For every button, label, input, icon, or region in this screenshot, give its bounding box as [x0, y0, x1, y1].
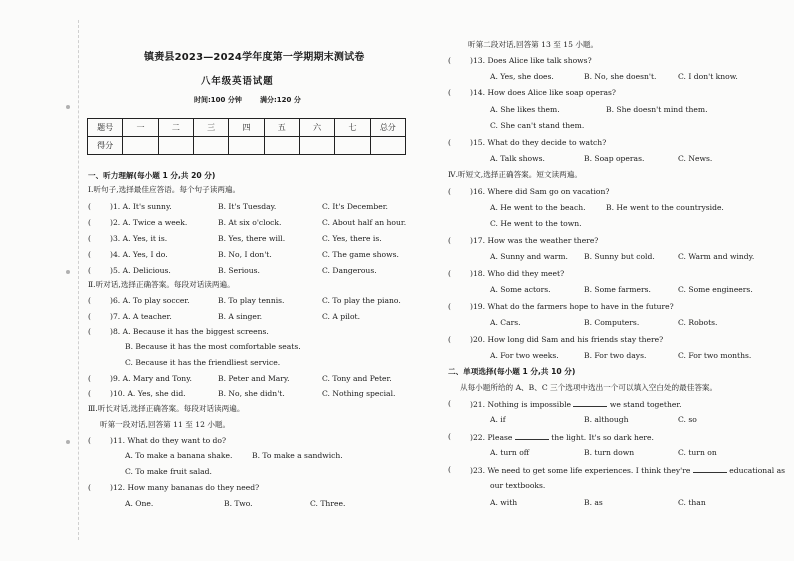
score-cell: 四 — [229, 119, 264, 137]
question-stem: )6. A. To play soccer. — [110, 296, 190, 305]
fill-blank[interactable] — [693, 466, 727, 473]
option-b: B. No, I don't. — [218, 250, 272, 259]
question-stem: )5. A. Delicious. — [110, 266, 171, 275]
answer-paren[interactable]: ( — [88, 327, 91, 336]
question-stem: )9. A. Mary and Tony. — [110, 374, 192, 383]
binding-hole — [66, 440, 70, 444]
answer-paren[interactable]: ( — [448, 432, 451, 441]
option-b: B. as — [584, 498, 603, 507]
score-input-cell[interactable] — [193, 137, 228, 155]
option-b: B. Serious. — [218, 266, 260, 275]
option-a: A. Talk shows. — [490, 154, 545, 163]
answer-paren[interactable]: ( — [448, 236, 451, 245]
option-c: C. A pilot. — [322, 312, 361, 321]
dialog-intro: 听第一段对话,回答第 11 至 12 小题。 — [100, 420, 231, 429]
option-a: A. if — [490, 415, 506, 424]
option-b: B. although — [584, 415, 629, 424]
score-table — [87, 118, 406, 155]
question-text: we stand together. — [609, 400, 682, 409]
answer-paren[interactable]: ( — [448, 88, 451, 97]
option-b: B. Soap operas. — [584, 154, 645, 163]
score-cell: 二 — [158, 119, 193, 137]
option-c: C. To play the piano. — [322, 296, 401, 305]
score-input-cell[interactable] — [264, 137, 299, 155]
option-b: B. For two days. — [584, 351, 647, 360]
question-stem: )4. A. Yes, I do. — [110, 250, 168, 259]
question-stem: )10. A. Yes, she did. — [110, 389, 186, 398]
option-a: A. To make a banana shake. — [125, 451, 233, 460]
option-c: C. than — [678, 498, 706, 507]
question-text: the light. It's so dark here. — [551, 433, 654, 442]
question-stem: )17. How was the weather there? — [470, 236, 599, 245]
option-c: C. Three. — [310, 499, 346, 508]
option-b: B. He went to the countryside. — [606, 203, 724, 212]
score-input-cell[interactable] — [370, 137, 405, 155]
option-c: C. Dangerous. — [322, 266, 377, 275]
option-b: B. A singer. — [218, 312, 263, 321]
option-c: C. Some engineers. — [678, 285, 753, 294]
question-stem: )7. A. A teacher. — [110, 312, 172, 321]
question-stem: )20. How long did Sam and his friends stay there? — [470, 335, 664, 344]
answer-paren[interactable]: ( — [448, 465, 451, 474]
question-stem: )11. What do they want to do? — [110, 436, 227, 445]
answer-paren[interactable]: ( — [448, 56, 451, 65]
option-c: C. Robots. — [678, 318, 718, 327]
question-stem: )16. Where did Sam go on vacation? — [470, 187, 610, 196]
option-c: C. He went to the town. — [490, 219, 582, 228]
option-c: C. Tony and Peter. — [322, 374, 392, 383]
answer-paren[interactable]: ( — [448, 187, 451, 196]
dialog-intro: 听第二段对话,回答第 13 至 15 小题。 — [468, 40, 599, 49]
option-b: B. Peter and Mary. — [218, 374, 290, 383]
question-stem: )14. How does Alice like soap operas? — [470, 88, 616, 97]
question-stem — [470, 400, 682, 409]
option-c: C. About half an hour. — [322, 218, 407, 227]
binding-hole — [66, 105, 70, 109]
option-c: C. The game shows. — [322, 250, 399, 259]
option-b: B. Some farmers. — [584, 285, 651, 294]
answer-paren[interactable]: ( — [448, 335, 451, 344]
part-title: Ⅰ.听句子,选择最佳应答语。每个句子读两遍。 — [88, 185, 241, 194]
section-title: 一、听力理解(每小题 1 分,共 20 分) — [88, 171, 216, 180]
score-label: 满分:120 分 — [260, 96, 301, 104]
score-cell: 一 — [123, 119, 158, 137]
answer-paren[interactable]: ( — [88, 436, 91, 445]
option-c: C. so — [678, 415, 697, 424]
answer-paren[interactable]: ( — [88, 266, 91, 275]
question-text: )22. Please — [470, 433, 513, 442]
option-b: B. turn down — [584, 448, 635, 457]
option-b: B. At six o'clock. — [218, 218, 282, 227]
question-text: )21. Nothing is impossible — [470, 400, 572, 409]
option-a: A. She likes them. — [490, 105, 560, 114]
score-input-cell[interactable] — [123, 137, 158, 155]
exam-title: 镇赉县2023—2024学年度第一学期期末测试卷 — [144, 52, 365, 63]
answer-paren[interactable]: ( — [88, 389, 91, 398]
answer-paren[interactable]: ( — [88, 218, 91, 227]
score-input-cell[interactable] — [158, 137, 193, 155]
option-a: A. For two weeks. — [490, 351, 559, 360]
score-cell: 七 — [335, 119, 370, 137]
part-title: Ⅱ.听对话,选择正确答案。每段对话读两遍。 — [88, 280, 235, 289]
option-a: A. Cars. — [490, 318, 521, 327]
binding-line — [60, 20, 79, 540]
question-stem: )12. How many bananas do they need? — [110, 483, 260, 492]
score-input-cell[interactable] — [335, 137, 370, 155]
option-c: C. She can't stand them. — [490, 121, 585, 130]
answer-paren[interactable]: ( — [88, 202, 91, 211]
question-stem — [470, 466, 785, 475]
option-c: C. Warm and windy. — [678, 252, 755, 261]
option-b: B. It's Tuesday. — [218, 202, 277, 211]
option-c: C. It's December. — [322, 202, 388, 211]
option-a: )8. A. Because it has the biggest screens. — [110, 327, 269, 336]
option-a: A. One. — [125, 499, 154, 508]
option-c: C. I don't know. — [678, 72, 738, 81]
option-c: C. Yes, there is. — [322, 234, 382, 243]
score-input-cell[interactable] — [299, 137, 334, 155]
question-stem: )13. Does Alice like talk shows? — [470, 56, 592, 65]
score-cell: 六 — [299, 119, 334, 137]
part-title: Ⅲ.听长对话,选择正确答案。每段对话读两遍。 — [88, 404, 245, 413]
score-table-header-row — [88, 119, 406, 137]
option-a: A. with — [490, 498, 518, 507]
option-b: B. Two. — [224, 499, 253, 508]
option-c: C. For two months. — [678, 351, 752, 360]
question-text: )23. We need to get some life experiences. I think they're — [470, 466, 691, 475]
option-c: C. News. — [678, 154, 713, 163]
section-title: 二、单项选择(每小题 1 分,共 10 分) — [448, 367, 576, 376]
question-stem: )18. Who did they meet? — [470, 269, 565, 278]
answer-paren[interactable]: ( — [88, 234, 91, 243]
score-cell: 五 — [264, 119, 299, 137]
answer-paren[interactable]: ( — [88, 250, 91, 259]
question-text: educational as — [729, 466, 785, 475]
question-stem — [470, 433, 654, 442]
part-title: Ⅳ.听短文,选择正确答案。短文读两遍。 — [448, 170, 582, 179]
fill-blank[interactable] — [573, 400, 607, 407]
question-stem: )19. What do the farmers hope to have in the future? — [470, 302, 674, 311]
option-b: B. No, she didn't. — [218, 389, 285, 398]
answer-paren[interactable]: ( — [88, 296, 91, 305]
option-b: B. Computers. — [584, 318, 640, 327]
answer-paren[interactable]: ( — [448, 269, 451, 278]
option-a: A. Yes, she does. — [490, 72, 554, 81]
score-cell: 总分 — [370, 119, 405, 137]
question-stem: )1. A. It's sunny. — [110, 202, 172, 211]
question-stem: )3. A. Yes, it is. — [110, 234, 168, 243]
answer-paren[interactable]: ( — [448, 302, 451, 311]
option-b: B. Yes, there will. — [218, 234, 286, 243]
answer-paren[interactable]: ( — [448, 399, 451, 408]
option-a: A. turn off — [490, 448, 530, 457]
option-a: A. Some actors. — [490, 285, 551, 294]
answer-paren[interactable]: ( — [88, 374, 91, 383]
score-cell: 题号 — [88, 119, 123, 137]
score-cell: 得分 — [88, 137, 123, 155]
question-stem: )15. What do they decide to watch? — [470, 138, 607, 147]
question-stem: )2. A. Twice a week. — [110, 218, 188, 227]
score-table-row — [88, 137, 406, 155]
option-b: B. To play tennis. — [218, 296, 285, 305]
option-b: B. To make a sandwich. — [252, 451, 343, 460]
question-continuation: our textbooks. — [490, 481, 546, 490]
option-a: A. He went to the beach. — [490, 203, 586, 212]
binding-hole — [66, 270, 70, 274]
option-b: B. She doesn't mind them. — [606, 105, 708, 114]
option-b: B. Sunny but cold. — [584, 252, 655, 261]
option-b: B. No, she doesn't. — [584, 72, 657, 81]
answer-paren[interactable]: ( — [448, 138, 451, 147]
fill-blank[interactable] — [515, 433, 549, 440]
score-input-cell[interactable] — [229, 137, 264, 155]
option-c: C. Because it has the friendliest service. — [125, 358, 281, 367]
time-label: 时间:100 分钟 — [194, 96, 242, 104]
option-c: C. To make fruit salad. — [125, 467, 212, 476]
option-b: B. Because it has the most comfortable seats. — [125, 342, 301, 351]
answer-paren[interactable]: ( — [88, 312, 91, 321]
section-instruction: 从每小题所给的 A、B、C 三个选项中选出一个可以填入空白处的最佳答案。 — [460, 383, 718, 392]
option-c: C. turn on — [678, 448, 717, 457]
option-a: A. Sunny and warm. — [490, 252, 568, 261]
exam-subtitle: 八年级英语试题 — [201, 76, 274, 87]
option-c: C. Nothing special. — [322, 389, 396, 398]
score-cell: 三 — [193, 119, 228, 137]
answer-paren[interactable]: ( — [88, 483, 91, 492]
